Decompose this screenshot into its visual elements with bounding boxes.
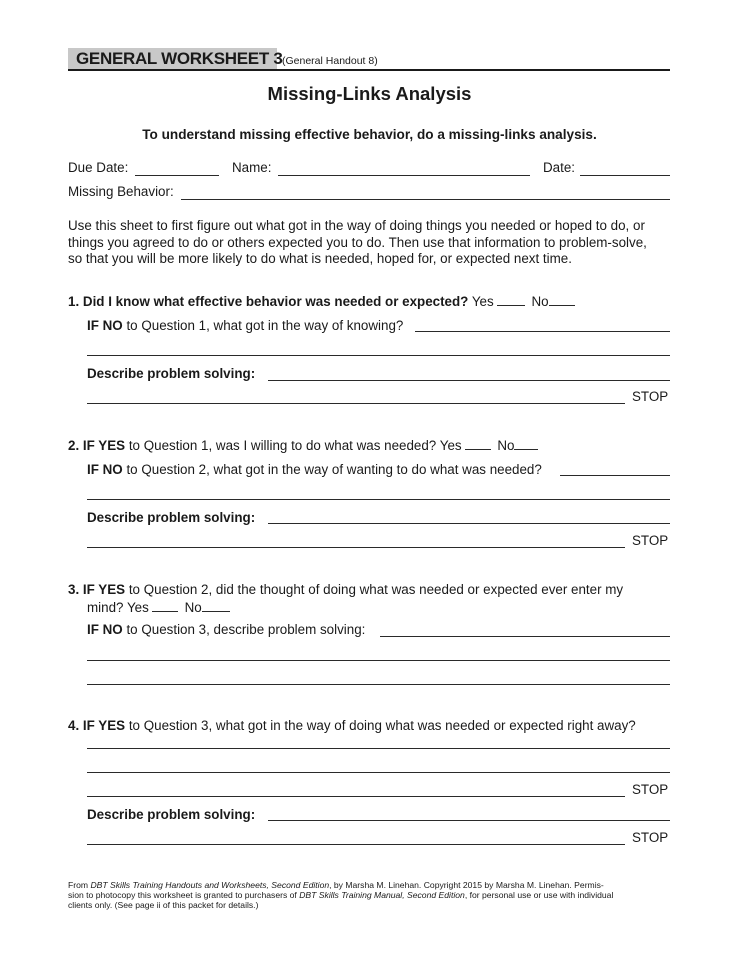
footer-manual-title: DBT Skills Training Manual, Second Edition xyxy=(299,890,465,900)
q3-question-line-2 xyxy=(87,599,230,616)
name-label: Name: xyxy=(232,160,272,175)
q2-question-line xyxy=(68,437,538,454)
q4-answer-line[interactable] xyxy=(87,796,625,797)
q2-yes-blank[interactable] xyxy=(465,437,491,450)
q2-no-label: No xyxy=(497,438,515,453)
q1-answer-line[interactable] xyxy=(87,355,670,356)
missing-behavior-field[interactable] xyxy=(181,199,670,200)
q4-describe-field[interactable] xyxy=(268,820,670,821)
q3-answer-line[interactable] xyxy=(87,660,670,661)
footer-line-1 xyxy=(68,880,678,890)
q4-stop-2: STOP xyxy=(632,830,669,845)
q1-number: 1. xyxy=(68,294,80,309)
q3-number: 3. xyxy=(68,582,80,597)
q3-question: to Question 2, did the thought of doing what was needed or expected ever enter my xyxy=(128,582,624,597)
q1-describe-label: Describe problem solving: xyxy=(87,366,256,381)
q3-yes-label: Yes xyxy=(126,600,149,615)
q4-question-line xyxy=(68,718,636,734)
q2-yes-label: Yes xyxy=(439,438,462,453)
q2-if-no-line xyxy=(87,462,542,478)
intro-line: Use this sheet to first figure out what got in the way of doing things you needed or hoped to do, or xyxy=(68,218,645,233)
page-title: Missing-Links Analysis xyxy=(267,83,472,104)
q2-describe-label: Describe problem solving: xyxy=(87,510,256,525)
q4-describe-label: Describe problem solving: xyxy=(87,807,256,822)
header-rule xyxy=(68,69,670,71)
q2-if-no-label: IF NO xyxy=(87,462,123,477)
q2-if-no-field[interactable] xyxy=(560,475,670,476)
q1-question-line xyxy=(68,293,575,310)
q2-if-yes-label: IF YES xyxy=(82,438,126,453)
q1-if-no-text: to Question 1, what got in the way of knowing? xyxy=(126,318,404,333)
q2-question: to Question 1, was I willing to do what was needed? xyxy=(128,438,437,453)
q3-if-no-field[interactable] xyxy=(380,636,670,637)
q1-no-label: No xyxy=(531,294,549,309)
q2-number: 2. xyxy=(68,438,80,453)
footer-from: From xyxy=(68,880,89,890)
q1-no-blank[interactable] xyxy=(549,293,575,306)
q3-if-no-text: to Question 3, describe problem solving: xyxy=(126,622,366,637)
footer-line-3: clients only. (See page ii of this packet for details.) xyxy=(68,900,259,910)
copyright-footer xyxy=(68,880,678,910)
q4-question: to Question 3, what got in the way of doing what was needed or expected right away? xyxy=(128,718,636,733)
q2-answer-line[interactable] xyxy=(87,499,670,500)
q3-no-label: No xyxy=(184,600,202,615)
q3-question-cont: mind? xyxy=(87,600,124,615)
q2-if-no-text: to Question 2, what got in the way of wanting to do what was needed? xyxy=(126,462,542,477)
q2-no-blank[interactable] xyxy=(514,437,538,450)
worksheet-label: GENERAL WORKSHEET 3 xyxy=(76,49,283,68)
q3-no-blank[interactable] xyxy=(202,599,230,612)
q1-if-no-line xyxy=(87,318,403,334)
footer-line-2 xyxy=(68,890,678,900)
q3-answer-line[interactable] xyxy=(87,684,670,685)
q4-stop-1: STOP xyxy=(632,782,669,797)
q1-question: Did I know what effective behavior was needed or expected? xyxy=(82,294,469,309)
footer-line1-rest: , by Marsha M. Linehan. Copyright 2015 by Marsha M. Linehan. Permis- xyxy=(329,880,604,890)
q1-stop: STOP xyxy=(632,389,669,404)
intro-paragraph xyxy=(68,218,678,268)
q3-if-no-line xyxy=(87,622,365,638)
q1-if-no-field[interactable] xyxy=(415,331,670,332)
q1-yes-label: Yes xyxy=(471,294,494,309)
name-field[interactable] xyxy=(278,175,530,176)
due-date-label: Due Date: xyxy=(68,160,129,175)
q2-stop: STOP xyxy=(632,533,669,548)
q1-describe-field[interactable] xyxy=(268,380,670,381)
footer-line2-start: sion to photocopy this worksheet is granted to purchasers of xyxy=(68,890,297,900)
footer-line2-rest: , for personal use or use with individual xyxy=(464,890,614,900)
q3-if-no-label: IF NO xyxy=(87,622,123,637)
missing-behavior-label: Missing Behavior: xyxy=(68,184,174,199)
q4-number: 4. xyxy=(68,718,80,733)
date-label: Date: xyxy=(543,160,576,175)
q2-describe-field[interactable] xyxy=(268,523,670,524)
q1-yes-blank[interactable] xyxy=(497,293,525,306)
handout-reference: (General Handout 8) xyxy=(282,55,378,67)
q3-yes-blank[interactable] xyxy=(152,599,178,612)
q4-describe-line[interactable] xyxy=(87,844,625,845)
q4-if-yes-label: IF YES xyxy=(82,718,126,733)
date-field[interactable] xyxy=(580,175,670,176)
q1-describe-line[interactable] xyxy=(87,403,625,404)
q4-answer-line[interactable] xyxy=(87,748,670,749)
q3-if-yes-label: IF YES xyxy=(82,582,126,597)
q1-if-no-label: IF NO xyxy=(87,318,123,333)
due-date-field[interactable] xyxy=(135,175,219,176)
q2-describe-line[interactable] xyxy=(87,547,625,548)
page-subtitle: To understand missing effective behavior, do a missing-links analysis. xyxy=(142,127,597,142)
footer-book-title: DBT Skills Training Handouts and Worksheets, Second Edition xyxy=(90,880,330,890)
intro-line: so that you will be more likely to do what is needed, hoped for, or expected next time. xyxy=(68,251,572,266)
q3-question-line xyxy=(68,582,623,598)
q4-answer-line[interactable] xyxy=(87,772,670,773)
intro-line: things you agreed to do or others expected you to do. Then use that information to problem-solve, xyxy=(68,234,647,250)
